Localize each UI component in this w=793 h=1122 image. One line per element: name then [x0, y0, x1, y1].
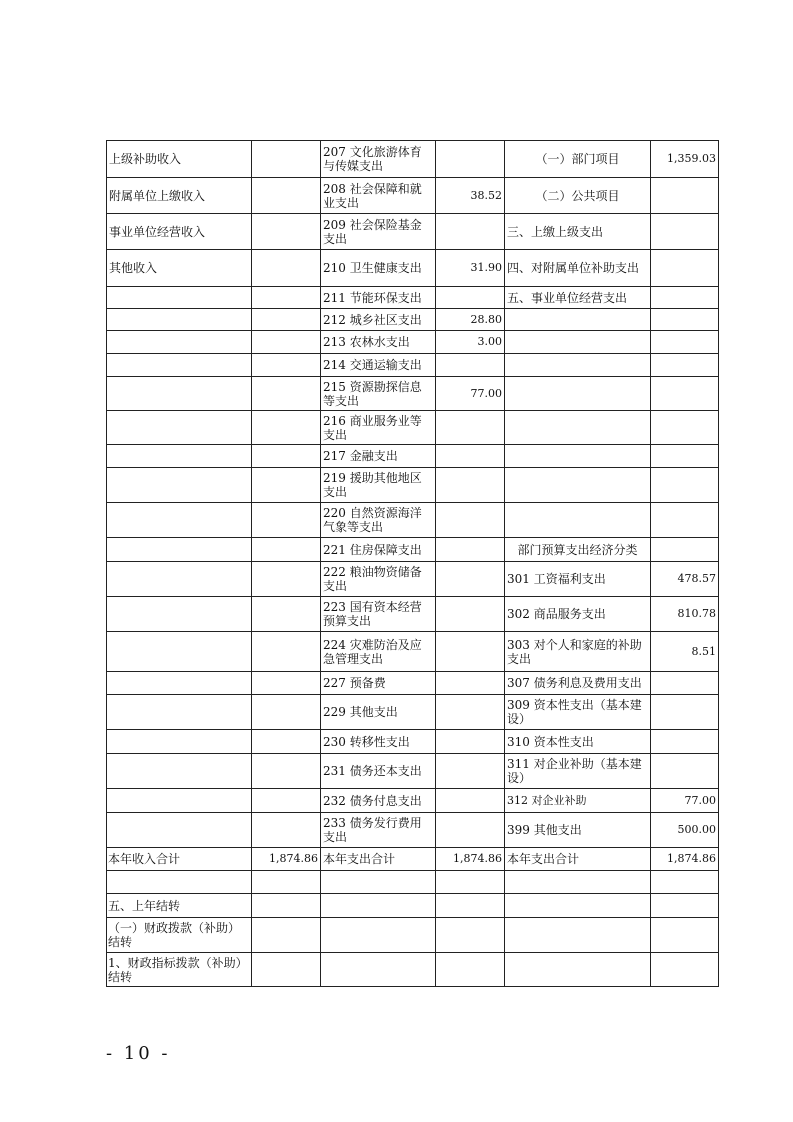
table-row [107, 789, 719, 813]
expense-function-item: 215 资源勘探信息等支出 [321, 377, 436, 411]
expense-function-item: 216 商业服务业等支出 [321, 411, 436, 445]
expense-category-item [505, 871, 651, 894]
table-row [107, 309, 719, 331]
expense-category-item [505, 331, 651, 354]
expense-function-amount: 31.90 [436, 250, 505, 287]
income-item [107, 672, 252, 695]
expense-category-item: 399 其他支出 [505, 813, 651, 848]
expense-function-amount [436, 632, 505, 672]
expense-category-item: 303 对个人和家庭的补助支出 [505, 632, 651, 672]
expense-function-item: 233 债务发行费用支出 [321, 813, 436, 848]
table-row [107, 672, 719, 695]
table-row [107, 331, 719, 354]
income-amount [252, 141, 321, 178]
expense-function-item [321, 894, 436, 918]
table-row [107, 754, 719, 789]
expense-function-amount [436, 354, 505, 377]
expense-category-heading: 部门预算支出经济分类 [505, 538, 651, 562]
expense-category-amount [651, 250, 719, 287]
expense-category-item [505, 309, 651, 331]
income-item [107, 538, 252, 562]
expense-function-item: 224 灾难防治及应急管理支出 [321, 632, 436, 672]
expense-function-item: 210 卫生健康支出 [321, 250, 436, 287]
expense-category-item [505, 953, 651, 987]
expense-function-item: 223 国有资本经营预算支出 [321, 597, 436, 632]
expense-category-amount: 810.78 [651, 597, 719, 632]
income-amount [252, 377, 321, 411]
income-amount [252, 309, 321, 331]
income-amount [252, 331, 321, 354]
expense-function-amount [436, 562, 505, 597]
income-item: 事业单位经营收入 [107, 214, 252, 250]
expense-category-item: 三、上缴上级支出 [505, 214, 651, 250]
expense-function-amount: 38.52 [436, 178, 505, 214]
expense-function-amount [436, 141, 505, 178]
income-item: 附属单位上缴收入 [107, 178, 252, 214]
income-item [107, 562, 252, 597]
expense-function-total-amount: 1,874.86 [436, 848, 505, 871]
expense-category-amount [651, 331, 719, 354]
income-item: 上级补助收入 [107, 141, 252, 178]
table-row [107, 871, 719, 894]
expense-category-amount [651, 445, 719, 468]
expense-function-item: 212 城乡社区支出 [321, 309, 436, 331]
expense-category-amount: 500.00 [651, 813, 719, 848]
income-amount [252, 562, 321, 597]
expense-function-amount [436, 287, 505, 309]
table-row [107, 445, 719, 468]
table-row [107, 538, 719, 562]
table-row [107, 597, 719, 632]
expense-function-amount [436, 953, 505, 987]
expense-category-amount [651, 953, 719, 987]
expense-category-amount [651, 695, 719, 730]
income-item: 五、上年结转 [107, 894, 252, 918]
income-item [107, 789, 252, 813]
expense-function-item: 220 自然资源海洋气象等支出 [321, 503, 436, 538]
expense-function-amount [436, 503, 505, 538]
expense-function-amount [436, 789, 505, 813]
expense-category-amount [651, 354, 719, 377]
expense-category-item [505, 354, 651, 377]
income-item [107, 871, 252, 894]
expense-function-item: 222 粮油物资储备支出 [321, 562, 436, 597]
expense-category-item [505, 377, 651, 411]
expense-function-amount [436, 918, 505, 953]
table-row [107, 813, 719, 848]
income-amount [252, 178, 321, 214]
expense-category-total-label: 本年支出合计 [505, 848, 651, 871]
income-item [107, 730, 252, 754]
income-amount [252, 538, 321, 562]
expense-category-amount [651, 503, 719, 538]
income-amount [252, 730, 321, 754]
expense-function-item: 207 文化旅游体育与传媒支出 [321, 141, 436, 178]
expense-function-amount [436, 871, 505, 894]
table-row [107, 562, 719, 597]
expense-function-item: 221 住房保障支出 [321, 538, 436, 562]
expense-category-amount [651, 377, 719, 411]
income-amount [252, 597, 321, 632]
expense-category-amount [651, 918, 719, 953]
table-row [107, 178, 719, 214]
table-row [107, 354, 719, 377]
income-item: 1、财政指标拨款（补助）结转 [107, 953, 252, 987]
expense-function-item: 211 节能环保支出 [321, 287, 436, 309]
income-amount [252, 287, 321, 309]
income-item [107, 377, 252, 411]
income-amount [252, 894, 321, 918]
income-item [107, 309, 252, 331]
expense-category-item: 302 商品服务支出 [505, 597, 651, 632]
expense-category-item [505, 894, 651, 918]
expense-function-amount [436, 214, 505, 250]
income-item [107, 287, 252, 309]
expense-category-item: 309 资本性支出（基本建设） [505, 695, 651, 730]
expense-function-item: 230 转移性支出 [321, 730, 436, 754]
income-total-amount: 1,874.86 [252, 848, 321, 871]
income-amount [252, 918, 321, 953]
expense-category-item: 311 对企业补助（基本建设） [505, 754, 651, 789]
expense-function-amount [436, 672, 505, 695]
table-row [107, 918, 719, 953]
income-amount [252, 813, 321, 848]
table-row [107, 468, 719, 503]
table-row [107, 250, 719, 287]
expense-function-item [321, 918, 436, 953]
expense-function-item: 217 金融支出 [321, 445, 436, 468]
expense-function-amount [436, 445, 505, 468]
table-row [107, 377, 719, 411]
table-row [107, 695, 719, 730]
income-amount [252, 695, 321, 730]
expense-category-item: 五、事业单位经营支出 [505, 287, 651, 309]
expense-function-amount [436, 894, 505, 918]
expense-category-amount [651, 309, 719, 331]
income-amount [252, 789, 321, 813]
table-row [107, 503, 719, 538]
expense-category-item [505, 411, 651, 445]
table-row [107, 141, 719, 178]
expense-function-item: 229 其他支出 [321, 695, 436, 730]
expense-category-amount [651, 730, 719, 754]
expense-function-amount: 77.00 [436, 377, 505, 411]
table-row [107, 632, 719, 672]
income-item: 其他收入 [107, 250, 252, 287]
expense-function-amount: 28.80 [436, 309, 505, 331]
income-amount [252, 871, 321, 894]
income-amount [252, 250, 321, 287]
expense-category-item: 310 资本性支出 [505, 730, 651, 754]
expense-function-amount [436, 468, 505, 503]
income-amount [252, 445, 321, 468]
expense-category-amount [651, 754, 719, 789]
expense-category-amount: 8.51 [651, 632, 719, 672]
expense-category-item: （二）公共项目 [505, 178, 651, 214]
expense-function-item: 219 援助其他地区支出 [321, 468, 436, 503]
expense-category-amount [651, 871, 719, 894]
income-item [107, 503, 252, 538]
expense-function-item: 213 农林水支出 [321, 331, 436, 354]
income-amount [252, 354, 321, 377]
expense-category-amount: 77.00 [651, 789, 719, 813]
income-item [107, 411, 252, 445]
expense-category-amount: 1,359.03 [651, 141, 719, 178]
table-row [107, 953, 719, 987]
budget-table [106, 140, 719, 987]
expense-category-item [505, 503, 651, 538]
income-amount [252, 672, 321, 695]
expense-function-item: 214 交通运输支出 [321, 354, 436, 377]
expense-function-amount: 3.00 [436, 331, 505, 354]
expense-function-item [321, 871, 436, 894]
income-item [107, 632, 252, 672]
expense-category-amount [651, 287, 719, 309]
table-row [107, 214, 719, 250]
expense-category-item: 312 对企业补助 [505, 789, 651, 813]
expense-category-amount: 478.57 [651, 562, 719, 597]
income-item [107, 754, 252, 789]
expense-category-amount [651, 178, 719, 214]
expense-category-item [505, 468, 651, 503]
expense-category-amount [651, 894, 719, 918]
expense-category-amount [651, 214, 719, 250]
expense-function-item: 227 预备费 [321, 672, 436, 695]
income-item [107, 331, 252, 354]
income-item: （一）财政拨款（补助）结转 [107, 918, 252, 953]
income-amount [252, 632, 321, 672]
income-amount [252, 503, 321, 538]
table-row [107, 411, 719, 445]
expense-category-item: 四、对附属单位补助支出 [505, 250, 651, 287]
expense-category-amount [651, 411, 719, 445]
expense-category-total-amount: 1,874.86 [651, 848, 719, 871]
table-row-total [107, 848, 719, 871]
expense-category-item: 307 债务利息及费用支出 [505, 672, 651, 695]
expense-function-item: 231 债务还本支出 [321, 754, 436, 789]
expense-function-amount [436, 813, 505, 848]
expense-function-amount [436, 730, 505, 754]
page-number: - 10 - [106, 1043, 171, 1064]
income-total-label: 本年收入合计 [107, 848, 252, 871]
expense-function-amount [436, 754, 505, 789]
expense-function-item: 209 社会保险基金支出 [321, 214, 436, 250]
expense-function-amount [436, 538, 505, 562]
expense-category-amount [651, 468, 719, 503]
expense-category-item [505, 445, 651, 468]
income-item [107, 597, 252, 632]
expense-function-amount [436, 695, 505, 730]
income-item [107, 695, 252, 730]
income-amount [252, 754, 321, 789]
income-item [107, 445, 252, 468]
income-item [107, 468, 252, 503]
expense-category-amount [651, 672, 719, 695]
expense-category-item [505, 918, 651, 953]
income-amount [252, 953, 321, 987]
expense-category-item: 301 工资福利支出 [505, 562, 651, 597]
expense-function-amount [436, 411, 505, 445]
table-row [107, 287, 719, 309]
expense-category-item: （一）部门项目 [505, 141, 651, 178]
expense-function-item: 232 债务付息支出 [321, 789, 436, 813]
expense-function-item [321, 953, 436, 987]
income-item [107, 813, 252, 848]
expense-category-amount [651, 538, 719, 562]
expense-function-amount [436, 597, 505, 632]
table-row [107, 730, 719, 754]
income-amount [252, 411, 321, 445]
table-row [107, 894, 719, 918]
expense-function-item: 208 社会保障和就业支出 [321, 178, 436, 214]
income-item [107, 354, 252, 377]
income-amount [252, 214, 321, 250]
expense-function-total-label: 本年支出合计 [321, 848, 436, 871]
income-amount [252, 468, 321, 503]
